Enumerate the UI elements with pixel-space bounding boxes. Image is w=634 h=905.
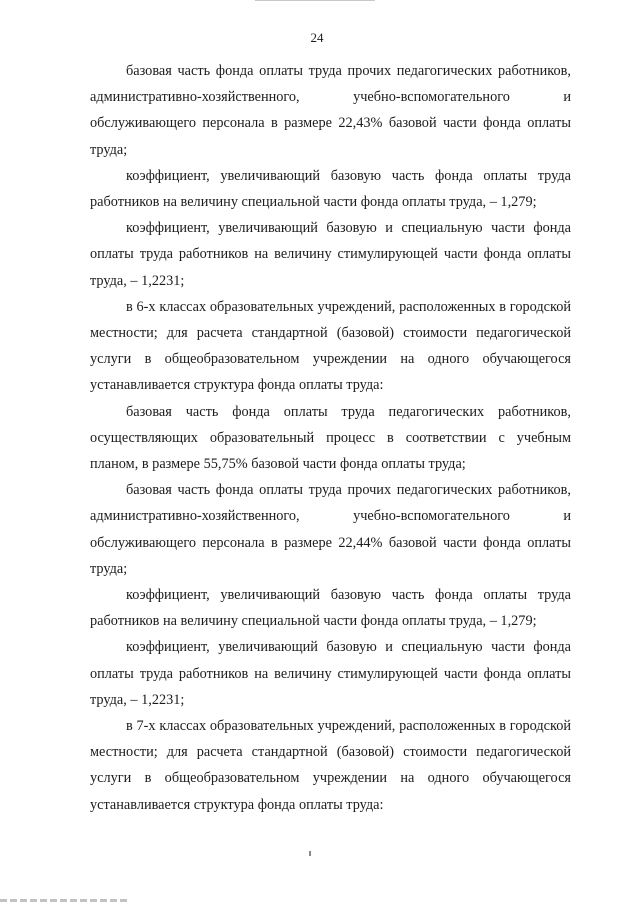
paragraph: базовая часть фонда оплаты труда прочих педагогических работников, административно-хозяйственного, учебно-вспомогательного и обслуживающего персонала в размере 22,44% базовой части фонда оплаты труда; xyxy=(90,482,571,577)
page-number: 24 xyxy=(310,30,324,45)
bottom-edge-mark xyxy=(0,899,130,902)
paragraph: коэффициент, увеличивающий базовую и специальную части фонда оплаты труда работников на величину стимулирующей части фонда оплаты труда, – 1,2231; xyxy=(90,220,571,289)
paragraph: коэффициент, увеличивающий базовую часть фонда оплаты труда работников на величину специальной части фонда оплаты труда, – 1,279; xyxy=(90,167,571,211)
paragraph: в 6-х классах образовательных учреждений, расположенных в городской местности; для расчета стандартной (базовой) стоимости педагогической услуги в общеобразовательном учреждении на одного обучающегося устанавливается структура фонда оплаты труда: xyxy=(90,298,571,394)
scan-artifact xyxy=(309,851,311,856)
paragraph: базовая часть фонда оплаты труда педагогических работников, осуществляющих образовательный процесс в соответствии с учебным планом, в размере 55,75% базовой части фонда оплаты труда; xyxy=(90,403,571,473)
paragraph: коэффициент, увеличивающий базовую часть фонда оплаты труда работников на величину специальной части фонда оплаты труда, – 1,279; xyxy=(90,587,571,630)
paragraph: коэффициент, увеличивающий базовую и специальную части фонда оплаты труда работников на величину стимулирующей части фонда оплаты труда, – 1,2231; xyxy=(90,639,571,708)
body-text xyxy=(90,58,571,818)
top-edge-mark xyxy=(255,0,375,1)
paragraph: в 7-х классах образовательных учреждений, расположенных в городской местности; для расчета стандартной (базовой) стоимости педагогической услуги в общеобразовательном учреждении на одного обучающегося устанавливается структура фонда оплаты труда: xyxy=(90,718,571,813)
paragraph: базовая часть фонда оплаты труда прочих педагогических работников, административно-хозяйственного, учебно-вспомогательного и обслуживающего персонала в размере 22,43% базовой части фонда оплаты труда; xyxy=(90,63,571,158)
